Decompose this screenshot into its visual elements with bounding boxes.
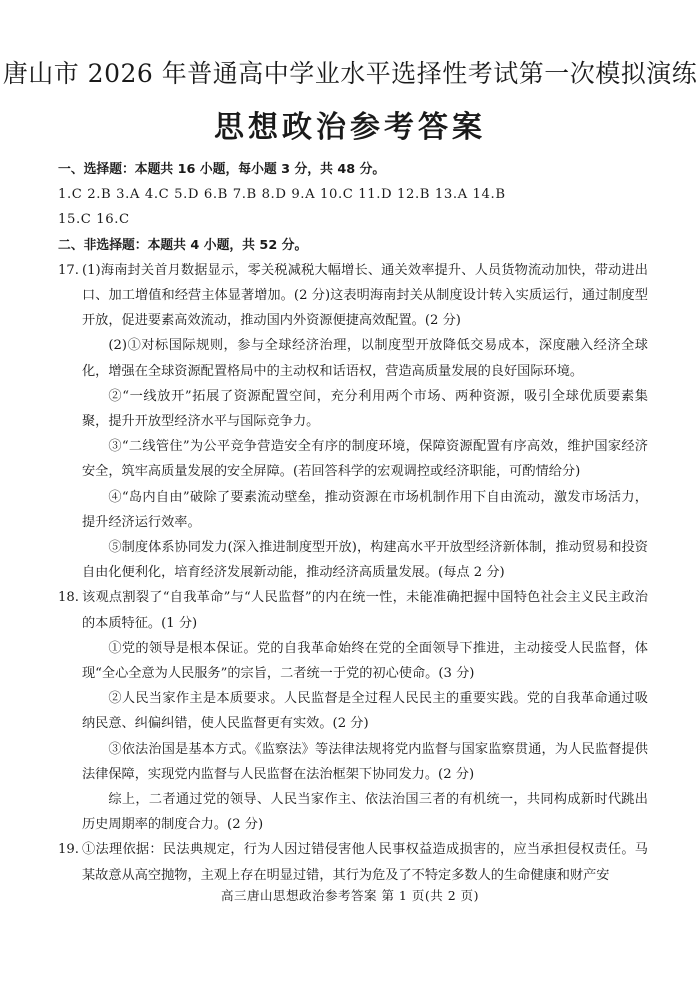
q17-part-1: (1)海南封关首月数据显示，零关税减税大幅增长、通关效率提升、人员货物流动加快，带动进出口、加工增值和经营主体显著增加。(2 分)这表明海南封关从制度设计转入实质运行，通过制度型开放，促进要素高效流动，推动国内外资源便捷高效配置。(2 分) (82, 262, 648, 329)
q18-point-3: ③依法治国是基本方式。《监察法》等法律法规将党内监督与国家监察贯通，为人民监督提供法律保障，实现党内监督与人民监督在法治框架下协同发力。(2 分) (82, 741, 648, 782)
q17-part-2-point-1: (2)①对标国际规则，参与全球经济治理，以制度型开放降低交易成本，深度融入经济全球化，增强在全球资源配置格局中的主动权和话语权，营造高质量发展的良好国际环境。 (82, 338, 648, 379)
section-heading-nonchoice: 二、非选择题：本题共 4 小题，共 52 分。 (58, 237, 308, 253)
question-number: 18. (58, 590, 79, 606)
question-number: 17. (58, 262, 79, 278)
answer-key-title: 思想政治参考答案 (214, 110, 486, 145)
section-heading-choice: 一、选择题：本题共 16 小题，每小题 3 分，共 48 分。 (58, 162, 386, 177)
q19-text: ①法理依据：民法典规定，行为人因过错侵害他人民事权益造成损害的，应当承担侵权责任。马某故意从高空抛物，主观上存在明显过错，其行为危及了不特定多数人的生命健康和财产安 (82, 842, 648, 883)
question-19 (58, 837, 648, 887)
q17-part-2-point-3: ③“二线管住”为公平竞争营造安全有序的制度环境，保障资源配置有序高效，维护国家经济安全，筑牢高质量发展的安全屏障。(若回答科学的宏观调控或经济职能，可酌情给分) (82, 439, 648, 480)
q18-summary: 综上，二者通过党的领导、人民当家作主、依法治国三者的有机统一，共同构成新时代跳出历史周期率的制度合力。(2 分) (82, 792, 648, 833)
question-17 (58, 258, 648, 586)
q17-part-2-point-2: ②“一线放开”拓展了资源配置空间，充分利用两个市场、两种资源，吸引全球优质要素集聚，提升开放型经济水平与国际竞争力。 (82, 388, 648, 430)
q18-intro: 该观点割裂了“自我革命”与“人民监督”的内在统一性，未能准确把握中国特色社会主义民主政治的本质特征。(1 分) (82, 590, 648, 631)
question-number: 19. (58, 842, 79, 858)
page-footer: 高三唐山思想政治参考答案 第 1 页(共 2 页) (220, 888, 480, 903)
exam-title: 唐山市 2026 年普通高中学业水平选择性考试第一次模拟演练 (2, 59, 698, 88)
q18-point-2: ②人民当家作主是本质要求。人民监督是全过程人民民主的重要实践。党的自我革命通过吸纳民意、纠偏纠错，使人民监督更有实效。(2 分) (82, 691, 648, 732)
choice-answers-line-1: 1.C 2.B 3.A 4.C 5.D 6.B 7.B 8.D 9.A 10.C 11.D 12.B 13.A 14.B (58, 187, 506, 203)
q18-point-1: ①党的领导是根本保证。党的自我革命始终在党的全面领导下推进，主动接受人民监督，体现“全心全意为人民服务”的宗旨，二者统一于党的初心使命。(3 分) (82, 640, 648, 682)
q17-part-2-point-5: ⑤制度体系协同发力(深入推进制度型开放)，构建高水平开放型经济新体制，推动贸易和投资自由化便利化，培育经济发展新动能，推动经济高质量发展。(每点 2 分) (82, 540, 648, 581)
answer-content (58, 157, 648, 888)
question-18 (58, 585, 648, 837)
choice-answers-line-2: 15.C 16.C (58, 212, 130, 228)
q17-part-2-point-4: ④“岛内自由”破除了要素流动壁垒，推动资源在市场机制作用下自由流动，激发市场活力，提升经济运行效率。 (82, 489, 648, 530)
